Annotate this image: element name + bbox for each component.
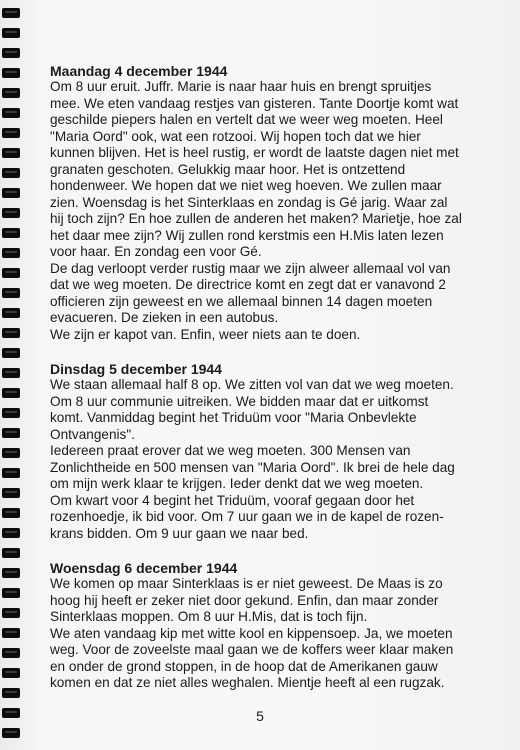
entry-paragraph: Om 8 uur eruit. Juffr. Marie is naar haar huis en brengt spruitjes mee. We eten vandaag restjes van gisteren. Tante Doortje komt wat geschilde piepers halen en vertelt dat we weer weg moeten. Heel "Maria Oord" ook, wat een rotzooi. Wij hopen toch dat we hier kunnen blijven. Het is heel rustig, er wordt de laatste dagen niet met granaten geschoten. Gelukkig maar hoor. Het is ontzettend hondenweer. We hopen dat we niet weg hoeven. We zullen maar zien. Woensdag is het Sinterklaas en zondag is Gé jarig. Waar zal hij toch zijn? En hoe zullen de anderen het maken? Marietje, hoe zal het daar mee zijn? Wij zullen rond kerstmis een H.Mis laten lezen voor haar. En zondag een voor Gé.: [50, 79, 462, 259]
entry-paragraph: We aten vandaag kip met witte kool en kippensoep. Ja, we moeten weg. Voor de zoveelste maal gaan we de koffers weer klaar maken en onder de grond stoppen, in de hoop dat de Amerikanen gauw komen en dat ze niet alles weghalen. Mientje heeft al een rugzak.: [50, 625, 454, 690]
binding-ring: [2, 88, 20, 98]
diary-entry: [50, 362, 490, 542]
binding-ring: [2, 428, 20, 438]
binding-ring: [2, 168, 20, 178]
binding-ring: [2, 408, 20, 418]
binding-ring: [2, 108, 20, 118]
binding-ring: [2, 528, 20, 538]
entry-paragraph: De dag verloopt verder rustig maar we zijn alweer allemaal vol van dat we weg moeten. De directrice komt en zegt dat er vanavond 2 officieren zijn geweest en we allemaal binnen 14 dagen moeten evacueren. De zieken in een autobus.: [50, 260, 451, 325]
binding-ring: [2, 568, 20, 578]
diary-entry: [50, 64, 490, 343]
binding-ring: [2, 348, 20, 358]
entry-paragraph: Om kwart voor 4 begint het Triduüm, vooraf gegaan door het rozenhoedje, ik bid voor. Om 7 uur gaan we in de kapel de rozen- krans bidden. Om 9 uur gaan we naar bed.: [50, 492, 444, 541]
binding-ring: [2, 388, 20, 398]
binding-ring: [2, 8, 20, 18]
page-number: 5: [256, 708, 264, 724]
binding-ring: [2, 508, 20, 518]
binding-ring: [2, 308, 20, 318]
binding-ring: [2, 448, 20, 458]
binding-ring: [2, 288, 20, 298]
entry-paragraph: We zijn er kapot van. Enfin, weer niets aan te doen.: [50, 326, 361, 342]
binding-ring: [2, 128, 20, 138]
binding-ring: [2, 248, 20, 258]
binding-ring: [2, 268, 20, 278]
entry-paragraph: Iedereen praat erover dat we weg moeten. 300 Mensen van Zonlichtheide en 500 mensen van "Maria Oord". Ik brei de hele dag om mijn werk klaar te krijgen. Ieder denkt dat we weg moeten.: [50, 443, 455, 491]
binding-ring: [2, 228, 20, 238]
binding-ring: [2, 208, 20, 218]
diary-text: [50, 64, 490, 711]
entry-date: Dinsdag 5 december 1944: [50, 361, 222, 377]
binding-ring: [2, 488, 20, 498]
binding-ring: [2, 188, 20, 198]
entry-date: Maandag 4 december 1944: [50, 63, 228, 79]
binding-ring: [2, 548, 20, 558]
binding-ring: [2, 48, 20, 58]
binding-ring: [2, 668, 20, 678]
binding-ring: [2, 68, 20, 78]
binding-ring: [2, 28, 20, 38]
diary-entry: [50, 561, 490, 692]
binding-ring: [2, 148, 20, 158]
binding-ring: [2, 648, 20, 658]
binding-ring: [2, 328, 20, 338]
binding-ring: [2, 728, 20, 738]
entry-paragraph: We komen op maar Sinterklaas is er niet geweest. De Maas is zo hoog hij heeft er zeker niet door gekund. Enfin, dan maar zonder Sinterklaas moppen. Om 8 uur H.Mis, dat is toch fijn.: [50, 576, 443, 624]
binding-ring: [2, 628, 20, 638]
binding-ring: [2, 688, 20, 698]
binding-ring: [2, 608, 20, 618]
binding-ring: [2, 588, 20, 598]
entry-paragraph: We staan allemaal half 8 op. We zitten vol van dat we weg moeten. Om 8 uur communie uitreiken. We bidden maar dat er uitkomst komt. Vanmiddag begint het Triduüm voor "Maria Onbevlekte Ontvangenis".: [50, 377, 454, 442]
binding-ring: [2, 368, 20, 378]
entry-date: Woensdag 6 december 1944: [50, 560, 238, 576]
binding-ring: [2, 468, 20, 478]
spiral-binding: [0, 0, 24, 750]
